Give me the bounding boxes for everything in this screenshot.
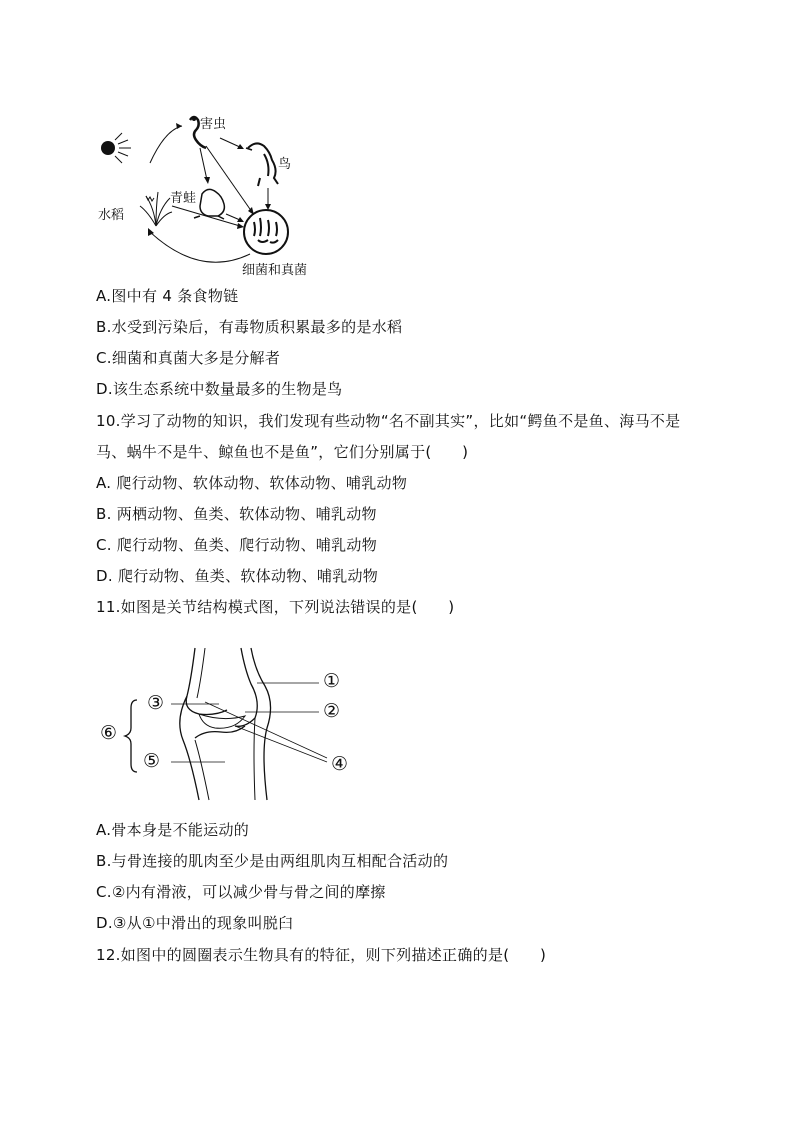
- q10-option-a: A. 爬行动物、软体动物、软体动物、哺乳动物: [96, 474, 408, 492]
- joint-figure: [95, 640, 355, 805]
- q11-stem: 11.如图是关节结构模式图，下列说法错误的是( ): [96, 598, 455, 616]
- label-1: ①: [323, 670, 341, 692]
- label-3: ③: [147, 692, 165, 714]
- label-rice: 水稻: [98, 208, 125, 223]
- food-web-figure: [90, 108, 330, 280]
- sun-icon: [101, 133, 131, 163]
- label-5: ⑤: [143, 750, 161, 772]
- frog-icon: [194, 189, 224, 219]
- q10-option-d: D. 爬行动物、鱼类、软体动物、哺乳动物: [96, 567, 379, 585]
- q11-option-c: C.②内有滑液，可以减少骨与骨之间的摩擦: [96, 883, 386, 901]
- q9-option-a: A.图中有 4 条食物链: [96, 287, 239, 305]
- q9-option-c: C.细菌和真菌大多是分解者: [96, 349, 281, 367]
- q9-option-d: D.该生态系统中数量最多的生物是鸟: [96, 380, 343, 398]
- label-pest: 害虫: [200, 117, 227, 132]
- q10-stem-line1: 10.学习了动物的知识，我们发现有些动物“名不副其实”，比如“鳄鱼不是鱼、海马不是: [96, 412, 681, 430]
- rice-icon: [140, 192, 172, 226]
- label-2: ②: [323, 700, 341, 722]
- label-6: ⑥: [100, 722, 118, 744]
- decomposer-icon: [244, 210, 288, 254]
- food-web-drawing: [90, 108, 330, 280]
- q9-option-b: B.水受到污染后，有毒物质积累最多的是水稻: [96, 318, 403, 336]
- label-4: ④: [331, 753, 349, 775]
- joint-drawing: [95, 640, 355, 805]
- label-decomposers: 细菌和真菌: [242, 263, 308, 278]
- label-bird: 鸟: [278, 157, 292, 172]
- q10-stem-line2: 马、蜗牛不是牛、鲸鱼也不是鱼”，它们分别属于( ): [96, 443, 469, 461]
- q10-option-c: C. 爬行动物、鱼类、爬行动物、哺乳动物: [96, 536, 378, 554]
- q11-option-d: D.③从①中滑出的现象叫脱臼: [96, 914, 294, 932]
- bird-icon: [246, 143, 278, 186]
- q12-stem: 12.如图中的圆圈表示生物具有的特征，则下列描述正确的是( ): [96, 946, 547, 964]
- q10-option-b: B. 两栖动物、鱼类、软体动物、哺乳动物: [96, 505, 377, 523]
- q11-option-a: A.骨本身是不能运动的: [96, 821, 250, 839]
- label-frog: 青蛙: [170, 191, 197, 206]
- q11-option-b: B.与骨连接的肌肉至少是由两组肌肉互相配合活动的: [96, 852, 449, 870]
